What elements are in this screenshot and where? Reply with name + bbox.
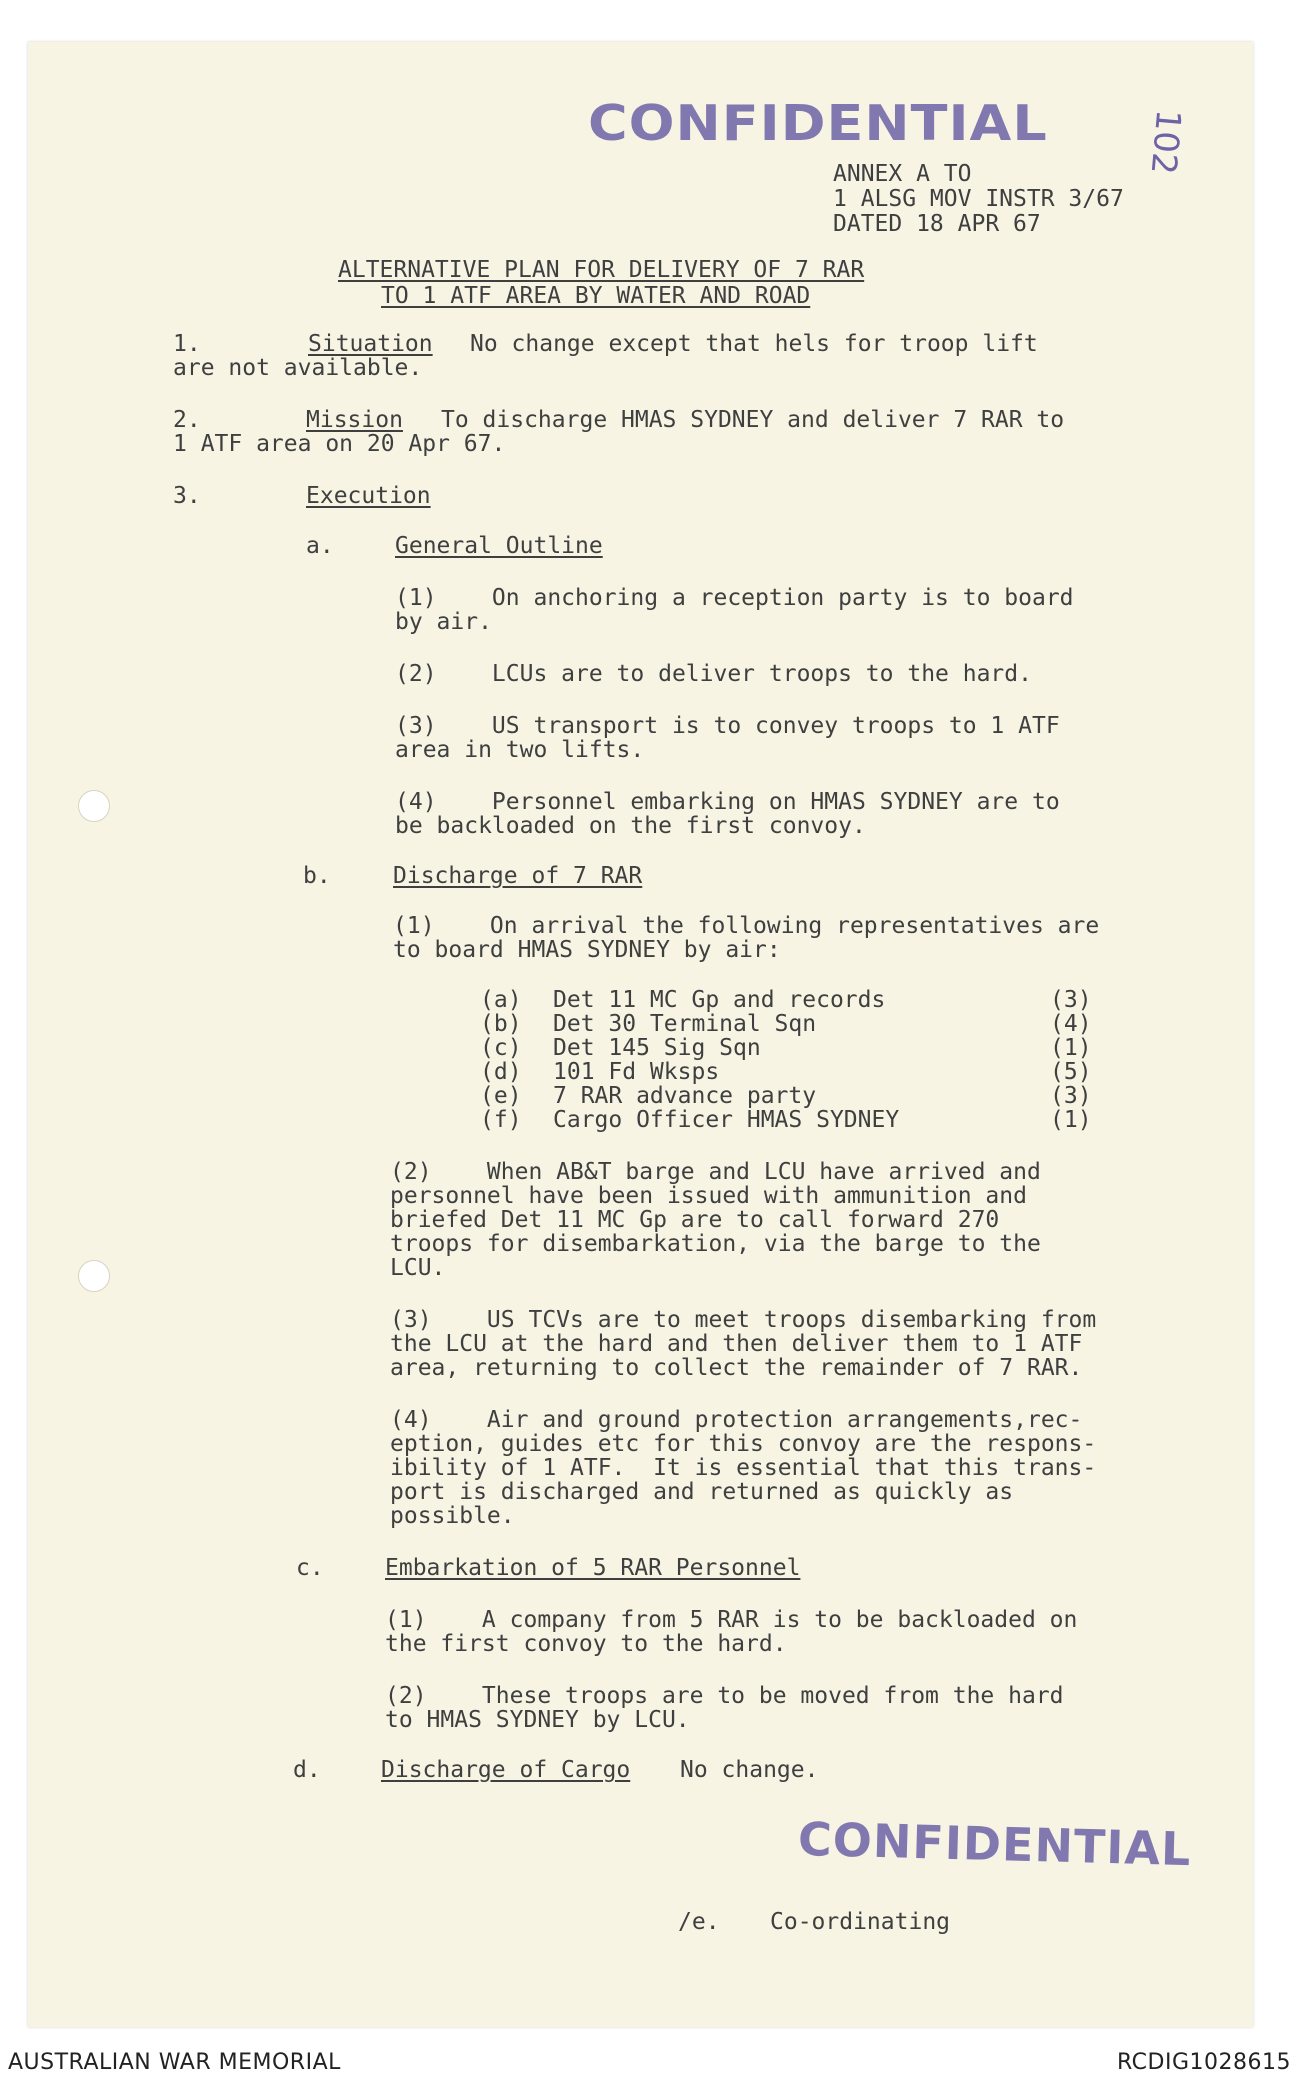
rep-e-key: (e)	[480, 1083, 522, 1109]
rep-a-count: (3)	[1050, 987, 1092, 1013]
sec-a-heading: General Outline	[395, 533, 603, 559]
rep-b-name: Det 30 Terminal Sqn	[553, 1011, 817, 1037]
sec-b-item-1-line-1: (1) On arrival the following representatives are	[393, 913, 1100, 939]
para-3-heading: Execution	[306, 483, 431, 509]
rep-a-key: (a)	[480, 987, 522, 1013]
rep-c-count: (1)	[1050, 1035, 1092, 1061]
sec-a-item-4-line-2: be backloaded on the first convoy.	[395, 813, 866, 839]
rep-c-key: (c)	[480, 1035, 522, 1061]
rep-e-name: 7 RAR advance party	[553, 1083, 817, 1109]
sec-b-item-4-line-2: eption, guides etc for this convoy are the respons-	[390, 1431, 1097, 1457]
rep-f-key: (f)	[480, 1107, 522, 1133]
sec-a-item-1-line-1: (1) On anchoring a reception party is to board	[395, 585, 1074, 611]
sec-c-item-1-line-2: the first convoy to the hard.	[385, 1631, 787, 1657]
sec-c-item-2-line-1: (2) These troops are to be moved from the hard	[385, 1683, 1064, 1709]
document-page	[28, 42, 1253, 2027]
para-3-number: 3.	[173, 483, 201, 509]
para-1-number: 1.	[173, 331, 201, 357]
annex-line-2: 1 ALSG MOV INSTR 3/67	[833, 186, 1124, 212]
rep-c-name: Det 145 Sig Sqn	[553, 1035, 761, 1061]
folio-number: 102	[1142, 107, 1189, 177]
footer-id: RCDIG1028615	[1116, 2050, 1291, 2075]
sec-d-text: No change.	[680, 1757, 819, 1783]
rep-b-count: (4)	[1050, 1011, 1092, 1037]
sec-a-item-3-line-2: area in two lifts.	[395, 737, 645, 763]
confidential-stamp-bottom: CONFIDENTIAL	[797, 1811, 1193, 1877]
sec-b-letter: b.	[303, 863, 331, 889]
sec-b-item-4-line-4: port is discharged and returned as quickly as	[390, 1479, 1014, 1505]
footer-source: AUSTRALIAN WAR MEMORIAL	[8, 2050, 341, 2075]
sec-b-item-3-line-1: (3) US TCVs are to meet troops disembarking from	[390, 1307, 1097, 1333]
sec-b-heading: Discharge of 7 RAR	[393, 863, 643, 889]
sec-a-item-2-line-1: (2) LCUs are to deliver troops to the hard.	[395, 661, 1032, 687]
continuation-text: Co-ordinating	[770, 1909, 951, 1935]
sec-b-item-3-line-2: the LCU at the hard and then deliver them to 1 ATF	[390, 1331, 1083, 1357]
sec-b-item-4-line-5: possible.	[390, 1503, 515, 1529]
para-1-text-1: No change except that hels for troop lift	[470, 331, 1038, 357]
sec-b-item-2-line-3: briefed Det 11 MC Gp are to call forward 270	[390, 1207, 1000, 1233]
sec-b-item-2-line-1: (2) When AB&T barge and LCU have arrived and	[390, 1159, 1041, 1185]
title-line-2: TO 1 ATF AREA BY WATER AND ROAD	[381, 283, 811, 309]
sec-c-item-2-line-2: to HMAS SYDNEY by LCU.	[385, 1707, 690, 1733]
continuation-mark: /e.	[678, 1909, 720, 1935]
sec-a-item-3-line-1: (3) US transport is to convey troops to 1 ATF	[395, 713, 1060, 739]
para-2-number: 2.	[173, 407, 201, 433]
rep-e-count: (3)	[1050, 1083, 1092, 1109]
sec-d-heading: Discharge of Cargo	[381, 1757, 631, 1783]
sec-a-item-1-line-2: by air.	[395, 609, 492, 635]
sec-a-letter: a.	[306, 533, 334, 559]
sec-b-item-2-line-5: LCU.	[390, 1255, 446, 1281]
title-line-1: ALTERNATIVE PLAN FOR DELIVERY OF 7 RAR	[338, 257, 865, 283]
annex-line-3: DATED 18 APR 67	[833, 211, 1041, 237]
punch-hole-lower	[78, 1260, 110, 1292]
para-1-text-2: are not available.	[173, 355, 423, 381]
sec-b-item-3-line-3: area, returning to collect the remainder of 7 RAR.	[390, 1355, 1083, 1381]
punch-hole-upper	[78, 790, 110, 822]
rep-f-name: Cargo Officer HMAS SYDNEY	[553, 1107, 900, 1133]
rep-f-count: (1)	[1050, 1107, 1092, 1133]
sec-b-item-2-line-4: troops for disembarkation, via the barge to the	[390, 1231, 1041, 1257]
sec-c-item-1-line-1: (1) A company from 5 RAR is to be backloaded on	[385, 1607, 1078, 1633]
sec-c-letter: c.	[296, 1555, 324, 1581]
rep-b-key: (b)	[480, 1011, 522, 1037]
sec-b-item-4-line-3: ibility of 1 ATF. It is essential that this trans-	[390, 1455, 1097, 1481]
rep-a-name: Det 11 MC Gp and records	[553, 987, 886, 1013]
para-2-text-2: 1 ATF area on 20 Apr 67.	[173, 431, 506, 457]
sec-b-item-2-line-2: personnel have been issued with ammunition and	[390, 1183, 1027, 1209]
confidential-stamp-top: CONFIDENTIAL	[588, 95, 1048, 152]
annex-line-1: ANNEX A TO	[833, 161, 972, 187]
rep-d-count: (5)	[1050, 1059, 1092, 1085]
sec-a-item-4-line-1: (4) Personnel embarking on HMAS SYDNEY are to	[395, 789, 1060, 815]
sec-b-item-1-line-2: to board HMAS SYDNEY by air:	[393, 937, 781, 963]
para-1-heading: Situation	[308, 331, 433, 357]
rep-d-name: 101 Fd Wksps	[553, 1059, 720, 1085]
rep-d-key: (d)	[480, 1059, 522, 1085]
sec-b-item-4-line-1: (4) Air and ground protection arrangements,rec-	[390, 1407, 1083, 1433]
sec-d-letter: d.	[293, 1757, 321, 1783]
para-2-heading: Mission	[306, 407, 403, 433]
sec-c-heading: Embarkation of 5 RAR Personnel	[385, 1555, 801, 1581]
para-2-text-1: To discharge HMAS SYDNEY and deliver 7 RAR to	[441, 407, 1065, 433]
